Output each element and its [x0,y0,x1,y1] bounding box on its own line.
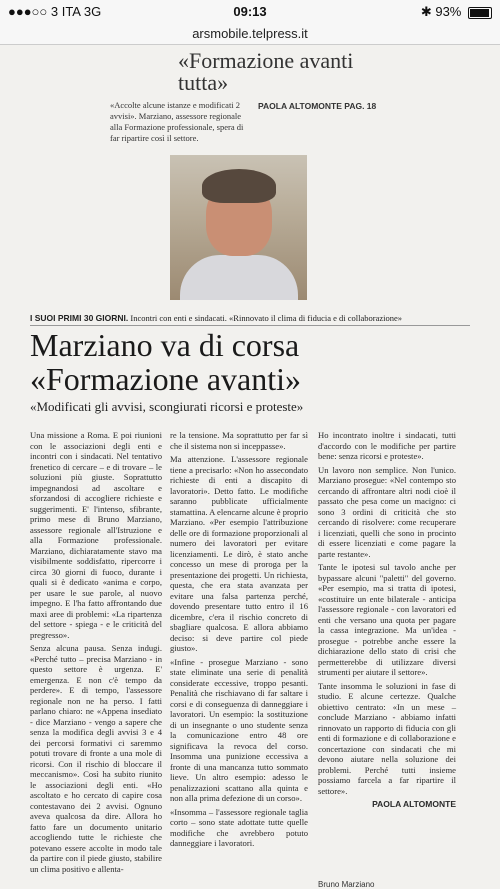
paragraph: Ma attenzione. L'assessore regionale tiene a precisarlo: «Non ho assecondato richieste di enti a discapito di lavoratori». Detto fatto. Le modifiche saranno pubblicate ufficialmente stamattina. A elencarne alcune è proprio Marziano. «Per esempio l'attribuzione delle ore di formazione proporzionali al numero dei lavoratori per evitare licenziamenti. Le dirò, è stato anche concesso un mese di proroga per la presentazione dei progetti. Un richiesta, questa, che era stata avanzata per evitare una falsa partenza perché, dovendo presentare tutto entro il 16 dicembre, c'era il rischio concreto di sbagliare qualcosa. E allora abbiamo deciso: si deve partire col piede giusto». [170,454,308,653]
article-column-1 [30,430,162,877]
kicker-bold: I SUOI PRIMI 30 GIORNI. [30,313,129,323]
teaser-page-ref: PAG. 18 [344,101,377,111]
photo-hair [202,169,276,203]
battery-level [470,9,489,17]
paragraph: Ho incontrato inoltre i sindacati, tutti d'accordo con le modifiche per partire bene: senza ricorsi e proteste». [318,430,456,461]
paragraph: Senza alcuna pausa. Senza indugi. «Perché tutto – precisa Marziano - in questo settore è urgenza. E' emergenza. E non c'è tempo da perdere». E di tempo, l'assessore regionale non ne ha perso. I fatti parlano chiaro: ne «Appena insediato - dice Marziano - vengo a sapere che senza la modifica degli avvisi 3 e 4 dei percorsi formativi ci saremmo potuti trovare di fronte a una mole di ricorsi. Con il rischio di bloccare il meccanismo». Così ha subito riunito le associazioni degli enti. «Ho ascoltato e ho cercato di capire cosa contestavano dei 2 avvisi. Ognuno aveva qualcosa da dire. Allora ho fatto fare un documento unitario accogliendo tutte le richieste che potevano essere accolte in modo tale da partire con il piede giusto, stabilire un clima positivo e allenta- [30,643,162,874]
article-subhead: «Modificati gli avvisi, scongiurati ricorsi e proteste» [30,399,304,414]
paragraph: Tante insomma le soluzioni in fase di studio. E alcune certezze. Qualche obiettivo centrato: «In un mese – conclude Marziano - abbiamo infatti rinnovato un rapporto di fiducia con gli enti di formazione e di collaborazione e concertazione con sindacati che mi devono aiutare nella soluzione dei problemi. Perché tutti insieme possiamo farcela a far ripartire il settore». [318,680,456,796]
paragraph: re la tensione. Ma soprattutto per far sì che il sistema non si inceppasse». [170,430,308,451]
teaser-byline [258,101,376,111]
bluetooth-icon: ✱ [420,4,432,19]
photo-shirt [180,255,298,300]
teaser-author: PAOLA ALTOMONTE [258,101,342,111]
paragraph: Una missione a Roma. E poi riunioni con le associazioni degli enti e incontri con i sindacati. Nel tentativo frenetico di cercare – e di trovare – le soluzioni più giuste. Soprattutto impegnandosi ad ascoltare e sforzandosi di accogliere richieste e suggerimenti. E' l'intenso, sfibrante, primo mese di Bruno Marziano, assessore regionale all'Istruzione e alla Formazione professionale. Marziano, dichiaratamente stavo ma visibilmente soddisfatto, ripercorre i circa 30 giorni di fuoco, durante i quali si è dedicato «anima e corpo, per usare le sue parole, al nuovo impegno. E l'ha fatto affrontando due maxi aree di problemi: «La ripartenza del settore - spiega - e le criticità del pregresso». [30,430,162,640]
status-right-group [421,4,492,20]
article-headline [30,328,470,396]
teaser-lead: «Accolte alcune istanze e modificati 2 avvisi». Marziano, assessore regionale alla Formazione professionale, spera di far ripartire così il settore. [110,100,244,143]
headline-line-1: Marziano va di corsa [30,327,300,363]
paragraph: «Insomma – l'assessore regionale taglia corto – sono state adottate tutte quelle modifiche che avrebbero potuto danneggiare i lavoratori. [170,806,308,848]
article-kicker [30,313,470,326]
paragraph: Un lavoro non semplice. Non l'unico. Marziano prosegue: «Nel contempo sto cercando di affrontare altri nodi cioè il passato che pesa come un macigno: ci sono 3 ordini di criticità che sto cercando di risolvere: come recuperare i licenziati, quelli che sono in procinto di essere licenziati e come pagare la parte restante». [318,464,456,559]
photo-caption: Bruno Marziano [318,880,375,889]
kicker-text: Incontri con enti e sindacati. «Rinnovato il clima di fiducia e di collaborazione» [128,313,403,323]
clock: 09:13 [233,4,267,19]
article-byline: PAOLA ALTOMONTE [372,799,456,809]
address-bar[interactable]: arsmobile.telpress.it [0,24,500,45]
paragraph: «Infine - prosegue Marziano - sono state eliminate una serie di penalità considerate eccessive, troppo pesanti. Penalità che rischiavano di far saltare i corsi e di conseguenza di danneggiare i lavoratori. Un esempio: la sostituzione di un insegnante o uno studente senza la comunicazione entro 48 ore significava la revoca del corso. Insomma una punizione eccessiva a fronte di una mancanza tutto sommato lieve. Un altro esempio: adesso le penalizzazioni scattano alla quinta e non alla prima defezione di un corso». [170,656,308,803]
article-column-2 [170,430,308,852]
headline-line-2: «Formazione avanti» [30,361,302,397]
paragraph: Tante le ipotesi sul tavolo anche per bypassare alcuni "paletti" del governo. «Per esempio, ma si tratta di ipotesi, «costituire un ente bilaterale - anticipa l'assessore regionale - con lavoratori ed enti che versano una quota per pagare la cassa integrazione. Ma un'idea - prosegue - potrebbe anche essere la dichiarazione dello stato di crisi che permetterebbe di utilizzare diversi strumenti per aiutare il settore». [318,562,456,677]
article-column-3 [318,430,456,810]
teaser-title: «Formazione avanti tutta» [178,48,354,95]
carrier-signal: ●●●○○ 3 ITA 3G [8,4,102,19]
portrait-photo [170,155,307,300]
newspaper-page [0,45,500,889]
battery-percent: 93% [435,4,462,19]
battery-icon [468,7,492,19]
status-bar [0,0,500,24]
